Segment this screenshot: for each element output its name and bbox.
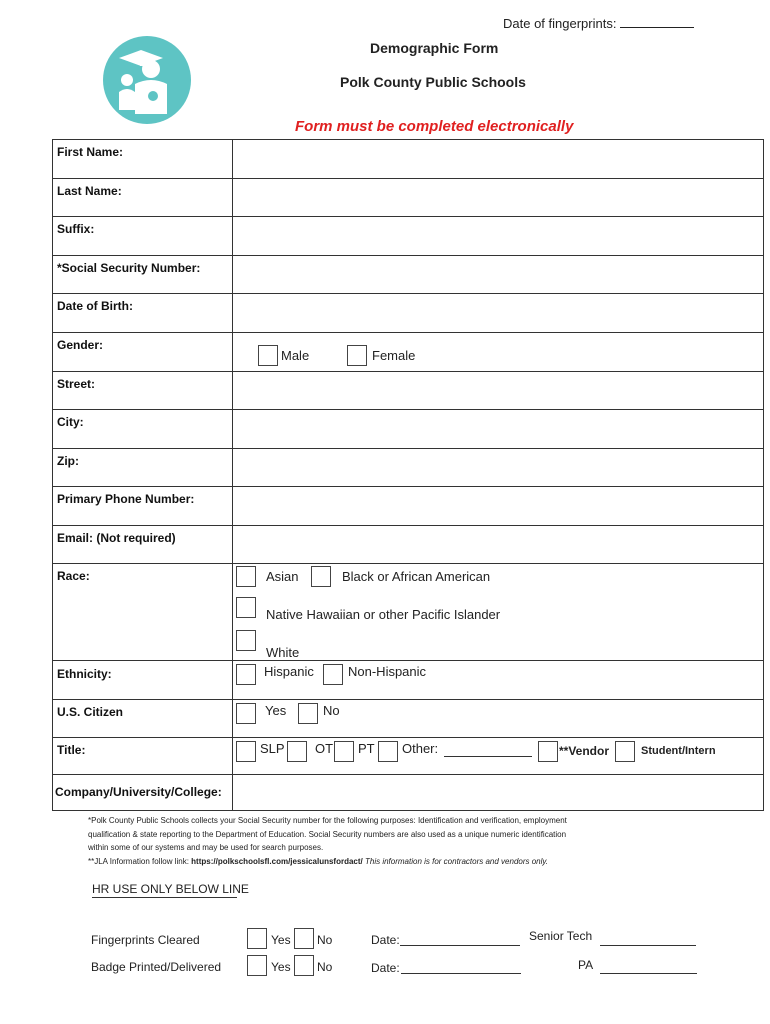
ethnicity-label: Ethnicity: — [57, 667, 112, 681]
row-title — [53, 738, 763, 775]
row-race — [53, 564, 763, 661]
student-intern-checkbox[interactable] — [615, 741, 635, 762]
asian-option-label: Asian — [266, 569, 299, 584]
fingerprint-date-blank[interactable] — [620, 16, 694, 28]
footnote-line: within some of our systems and may be used for search purposes. — [88, 843, 324, 852]
pt-option-label: PT — [358, 741, 375, 756]
black-african-american-option-label: Black or African American — [342, 569, 491, 584]
fingerprints-no-checkbox[interactable] — [294, 928, 314, 949]
zip-input[interactable] — [233, 449, 763, 486]
student-intern-option-label: Student/Intern — [641, 745, 716, 757]
slp-option-label: SLP — [260, 741, 285, 756]
street-input[interactable] — [233, 372, 763, 409]
citizen-no-checkbox[interactable] — [298, 703, 318, 724]
hr-divider — [92, 897, 237, 898]
dob-label: Date of Birth: — [57, 299, 133, 313]
badge-yes-checkbox[interactable] — [247, 955, 267, 976]
ssn-input[interactable] — [233, 256, 763, 293]
row-zip — [53, 449, 763, 487]
row-street — [53, 372, 763, 410]
badge-no-checkbox[interactable] — [294, 955, 314, 976]
fingerprints-yes-checkbox[interactable] — [247, 928, 267, 949]
native-hawaiian-checkbox[interactable] — [236, 597, 256, 618]
organization-title: Polk County Public Schools — [340, 74, 526, 90]
other-option-label: Other: — [402, 741, 439, 756]
suffix-label: Suffix: — [57, 222, 95, 236]
street-label: Street: — [57, 377, 96, 391]
email-label: Email: (Not required) — [57, 531, 176, 545]
email-input[interactable] — [233, 526, 763, 563]
citizen-yes-label: Yes — [265, 703, 287, 718]
black-african-american-checkbox[interactable] — [311, 566, 331, 587]
first-name-label: First Name: — [57, 145, 124, 159]
row-city — [53, 410, 763, 449]
jla-suffix: This information is for contractors and vendors only. — [362, 856, 549, 866]
demographic-form-table — [52, 139, 764, 811]
fingerprint-date — [503, 16, 694, 31]
hispanic-option-label: Hispanic — [264, 664, 314, 679]
white-option-label: White — [266, 645, 300, 660]
ssn-footnote — [88, 814, 688, 868]
row-gender — [53, 333, 763, 372]
fingerprints-date-blank[interactable] — [400, 945, 520, 946]
city-input[interactable] — [233, 410, 763, 448]
jla-prefix: **JLA Information follow link: — [88, 856, 192, 866]
female-option-label: Female — [372, 348, 416, 363]
row-dob — [53, 294, 763, 333]
native-hawaiian-option-label: Native Hawaiian or other Pacific Islander — [266, 607, 501, 622]
last-name-input[interactable] — [233, 179, 763, 216]
non-hispanic-checkbox[interactable] — [323, 664, 343, 685]
ot-option-label: OT — [315, 741, 334, 756]
white-checkbox[interactable] — [236, 630, 256, 651]
last-name-label: Last Name: — [57, 184, 122, 198]
fingerprints-no-label: No — [317, 933, 333, 947]
pa-label: PA — [578, 958, 594, 972]
row-company — [53, 775, 763, 811]
row-email — [53, 526, 763, 564]
row-suffix — [53, 217, 763, 256]
fingerprints-date-label: Date: — [371, 933, 400, 947]
electronic-notice: Form must be completed electronically — [295, 118, 574, 135]
school-logo — [103, 36, 191, 124]
senior-tech-label: Senior Tech — [529, 929, 593, 943]
fingerprints-cleared-label: Fingerprints Cleared — [91, 933, 200, 947]
zip-label: Zip: — [57, 454, 79, 468]
badge-date-label: Date: — [371, 961, 400, 975]
phone-label: Primary Phone Number: — [57, 492, 195, 506]
vendor-checkbox[interactable] — [538, 741, 558, 762]
row-us-citizen — [53, 700, 763, 738]
company-label: Company/University/College: — [55, 785, 222, 799]
race-label: Race: — [57, 569, 90, 583]
city-label: City: — [57, 415, 84, 429]
hr-section-title: HR USE ONLY BELOW LINE — [92, 882, 249, 896]
pa-blank[interactable] — [600, 973, 697, 974]
document-title: Demographic Form — [370, 40, 499, 56]
row-phone — [53, 487, 763, 526]
badge-date-blank[interactable] — [401, 973, 521, 974]
suffix-input[interactable] — [233, 217, 763, 255]
phone-input[interactable] — [233, 487, 763, 525]
ssn-label: *Social Security Number: — [57, 261, 201, 275]
row-first-name — [53, 140, 763, 179]
other-checkbox[interactable] — [378, 741, 398, 762]
row-last-name — [53, 179, 763, 217]
badge-yes-label: Yes — [271, 960, 291, 974]
non-hispanic-option-label: Non-Hispanic — [348, 664, 427, 679]
vendor-option-label: **Vendor — [559, 744, 610, 758]
badge-printed-label: Badge Printed/Delivered — [91, 960, 222, 974]
dob-input[interactable] — [233, 294, 763, 332]
footnote-line: *Polk County Public Schools collects your Social Security number for the following purposes: Identification and verification, employment — [88, 816, 567, 825]
male-checkbox[interactable] — [258, 345, 278, 366]
ot-checkbox[interactable] — [287, 741, 307, 762]
company-input[interactable] — [233, 775, 763, 811]
other-blank-line[interactable] — [444, 756, 532, 757]
citizen-yes-checkbox[interactable] — [236, 703, 256, 724]
footnote-line: qualification & state reporting to the Department of Education. Social Security numbers are also used as a unique numeric identification — [88, 829, 567, 839]
title-label: Title: — [57, 743, 86, 757]
fingerprint-date-label: Date of fingerprints: — [503, 16, 617, 31]
fingerprints-yes-label: Yes — [271, 933, 291, 947]
badge-no-label: No — [317, 960, 333, 974]
slp-checkbox[interactable] — [236, 741, 256, 762]
hispanic-checkbox[interactable] — [236, 664, 256, 685]
pt-checkbox[interactable] — [334, 741, 354, 762]
us-citizen-label: U.S. Citizen — [57, 705, 124, 719]
male-option-label: Male — [281, 348, 310, 363]
senior-tech-blank[interactable] — [600, 945, 696, 946]
row-ssn — [53, 256, 763, 294]
gender-label: Gender: — [57, 338, 104, 352]
jla-link[interactable]: https://polkschoolsfl.com/jessicalunsfordact/ — [191, 856, 363, 866]
citizen-no-label: No — [323, 703, 340, 718]
asian-checkbox[interactable] — [236, 566, 256, 587]
first-name-input[interactable] — [233, 140, 763, 178]
row-ethnicity — [53, 661, 763, 700]
female-checkbox[interactable] — [347, 345, 367, 366]
footnote-jla-line — [88, 855, 688, 869]
